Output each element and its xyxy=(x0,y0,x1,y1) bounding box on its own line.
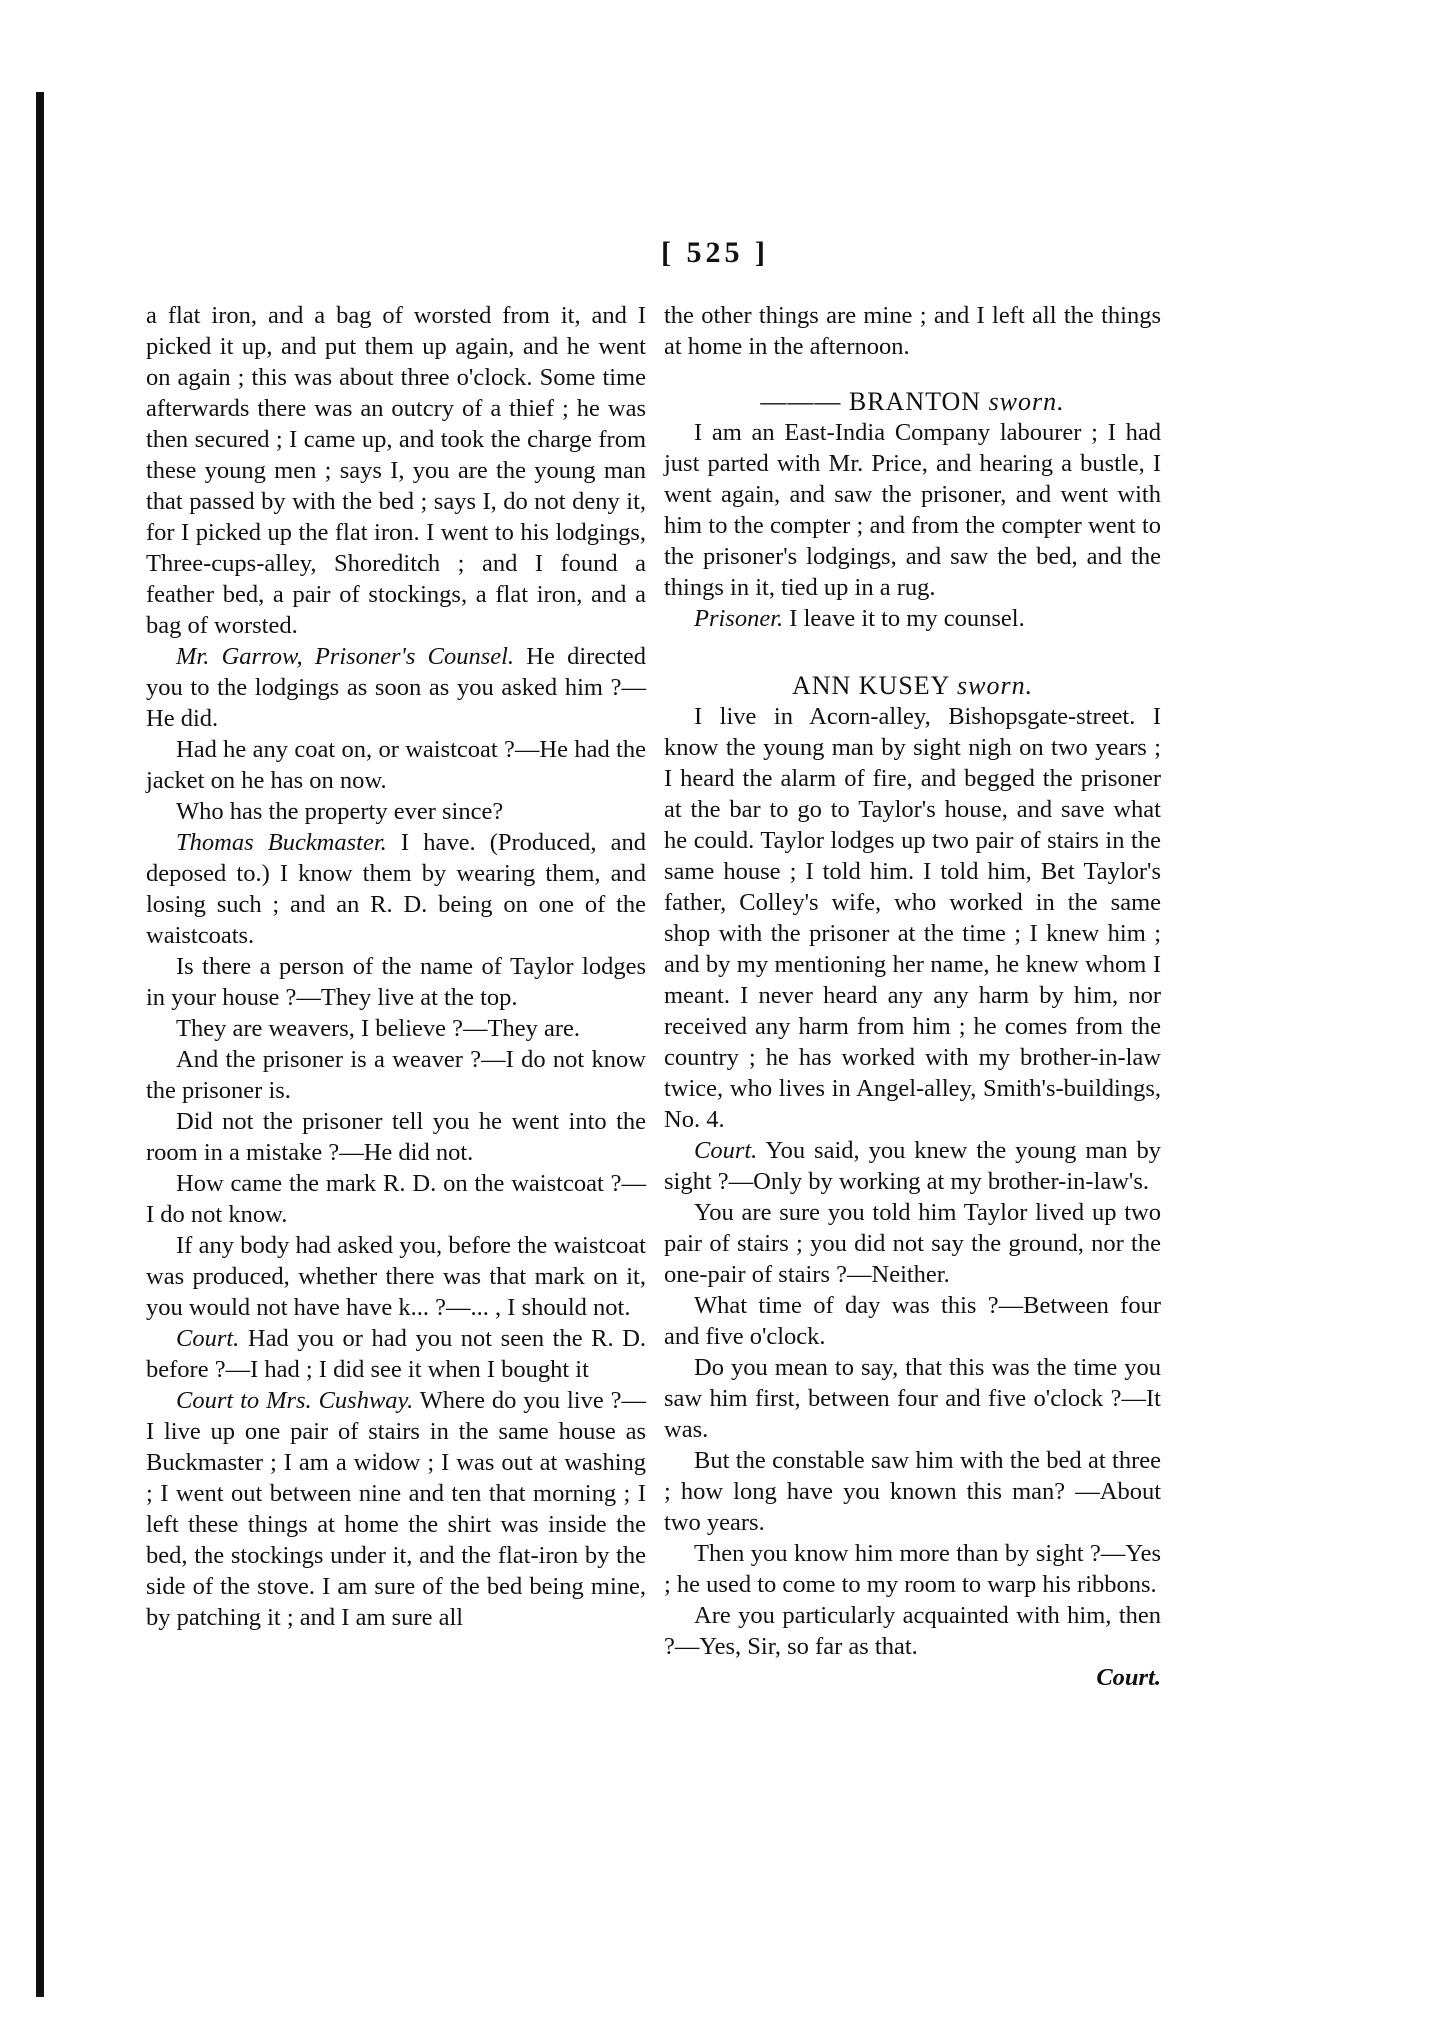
right-para: I live in Acorn-alley, Bishopsgate-street. I know the young man by sight nigh on two years ; I heard the alarm of fire, and begged the prisoner at the bar to go to Taylor's house, and save what he could. Taylor lodges up two pair of stairs in the same house ; I told him. I told him, Bet Taylor's father, Colley's wife, who worked in the same shop with the prisoner at the time ; I knew him ; and by my mentioning her name, he knew whom I meant. I never heard any any harm by him, nor received any harm from him ; he comes from the country ; he has worked with my brother-in-law twice, who lives in Angel-alley, Smith's-buildings, No. 4. xyxy=(664,703,1161,1133)
left-para: a flat iron, and a bag of worsted from it, and I picked it up, and put them up again, and he went on again ; this was about three o'clock. Some time afterwards there was an outcry of a thief ; he was then secured ; I came up, and took the charge from these young men ; says I, you are the young man that passed by with the bed ; says I, do not deny it, for I picked up the flat iron. I went to his lodgings, Three-cups-alley, Shoreditch ; and I found a feather bed, a pair of stockings, a flat iron, and a bag of worsted. xyxy=(146,302,646,639)
right-para: Are you particularly acquainted with him, then ?—Yes, Sir, so far as that. xyxy=(664,1602,1161,1660)
witness-heading xyxy=(664,386,1161,417)
right-para xyxy=(664,603,1161,634)
left-para: And the prisoner is a weaver ?—I do not know the prisoner is. xyxy=(146,1046,646,1104)
right-para: the other things are mine ; and I left all the things at home in the afternoon. xyxy=(664,302,1161,360)
right-para: Then you know him more than by sight ?—Yes ; he used to come to my room to warp his ribbons. xyxy=(664,1540,1161,1598)
left-para: If any body had asked you, before the waistcoat was produced, whether there was that mark on it, you would not have have k... ?—... , I should not. xyxy=(146,1232,646,1321)
page-margin-rule xyxy=(36,92,44,1997)
sworn-label: sworn. xyxy=(988,387,1065,416)
speaker-label: Prisoner. xyxy=(694,605,784,632)
para-text: Had you or had you not seen the R. D. before ?—I had ; I did see it when I bought it xyxy=(146,1325,647,1383)
left-para: Had he any coat on, or waistcoat ?—He had the jacket on he has on now. xyxy=(146,736,646,794)
catchword: Court. xyxy=(1096,1664,1161,1691)
right-para: You are sure you told him Taylor lived up two pair of stairs ; you did not say the ground, nor the one-pair of stairs ?—Neither. xyxy=(664,1199,1161,1288)
para-text: Where do you live ?—I live up one pair of stairs in the same house as Buckmaster ; I am a widow ; I was out at washing ; I went out between nine and ten that morning ; I left these things at home the shirt was inside the bed, the stockings under it, and the flat-iron by the side of the stove. I am sure of the bed being mine, by patching it ; and I am sure all xyxy=(146,1387,646,1631)
para-text: You said, you knew the young man by sight ?—Only by working at my brother-in-law's. xyxy=(664,1137,1162,1195)
witness-name: ANN KUSEY xyxy=(791,671,950,700)
left-column xyxy=(146,300,646,1633)
speaker-label: Court. xyxy=(176,1325,240,1352)
right-para: What time of day was this ?—Between four and five o'clock. xyxy=(664,1292,1161,1350)
witness-name: ——— BRANTON xyxy=(760,387,982,416)
right-para xyxy=(664,1135,1161,1197)
right-column xyxy=(664,300,1161,1693)
speaker-label: Mr. Garrow, Prisoner's Counsel. xyxy=(176,643,515,670)
sworn-label: sworn. xyxy=(956,671,1034,700)
left-para: How came the mark R. D. on the waistcoat ?—I do not know. xyxy=(146,1170,646,1228)
page-number: [ 525 ] xyxy=(661,236,769,269)
right-para: I am an East-India Company labourer ; I had just parted with Mr. Price, and hearing a bustle, I went again, and saw the prisoner, and went with him to the compter ; and from the compter went to the prisoner's lodgings, and saw the bed, and the things in it, tied up in a rug. xyxy=(664,419,1161,601)
right-para: Do you mean to say, that this was the time you saw him first, between four and five o'clock ?—It was. xyxy=(664,1354,1161,1443)
para-text: I leave it to my counsel. xyxy=(789,605,1025,632)
left-para: Did not the prisoner tell you he went into the room in a mistake ?—He did not. xyxy=(146,1108,646,1166)
left-para: Is there a person of the name of Taylor lodges in your house ?—They live at the top. xyxy=(146,953,646,1011)
para-text: I have. (Produced, and deposed to.) I know them by wearing them, and losing such ; and an R. D. being on one of the waistcoats. xyxy=(146,829,647,949)
left-para xyxy=(146,641,646,734)
left-para xyxy=(146,1385,646,1633)
speaker-label: Court to Mrs. Cushway. xyxy=(176,1387,414,1414)
speaker-label: Court. xyxy=(694,1137,758,1164)
left-para xyxy=(146,827,646,951)
left-para xyxy=(146,1323,646,1385)
para-text: He directed you to the lodgings as soon as you asked him ?—He did. xyxy=(146,643,647,732)
witness-heading xyxy=(664,670,1161,701)
right-para: But the constable saw him with the bed at three ; how long have you known this man? —About two years. xyxy=(664,1447,1161,1536)
left-para: They are weavers, I believe ?—They are. xyxy=(176,1015,581,1042)
left-para: Who has the property ever since? xyxy=(176,798,504,825)
speaker-label: Thomas Buckmaster. xyxy=(176,829,387,856)
